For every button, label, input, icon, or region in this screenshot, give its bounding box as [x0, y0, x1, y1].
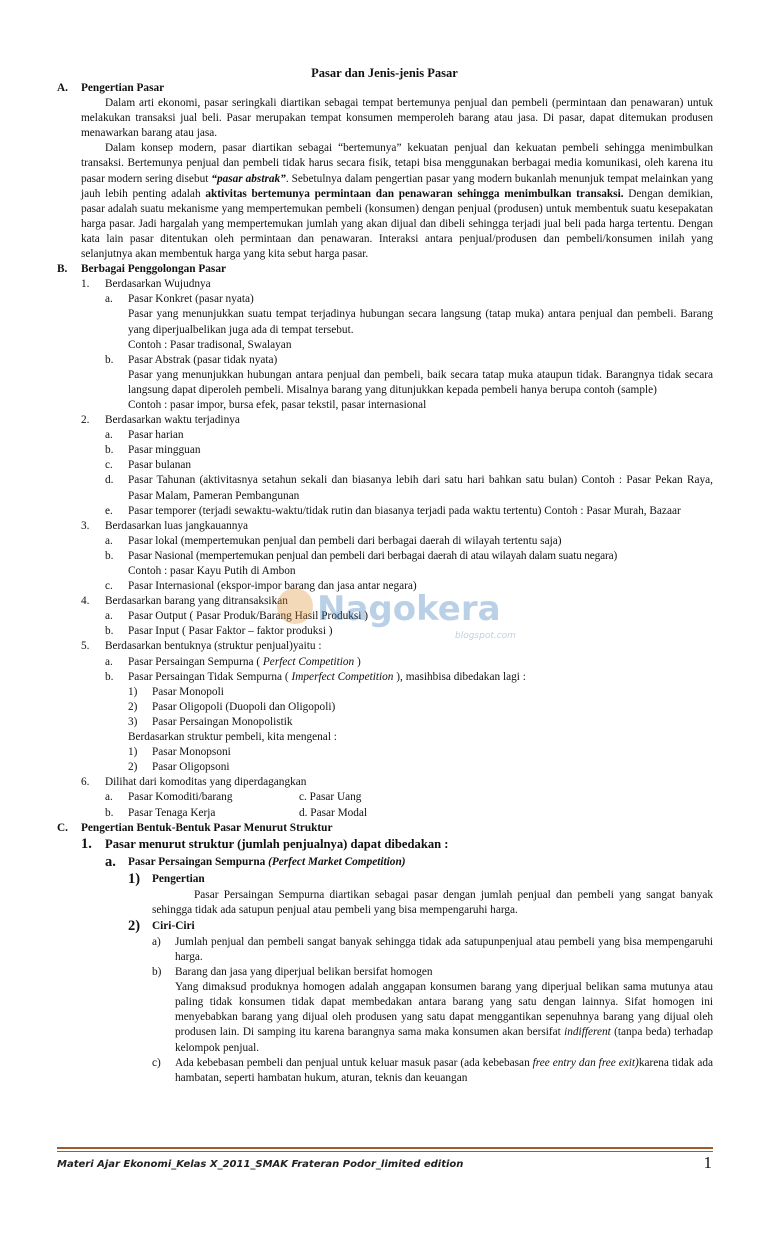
list-item: a. Pasar Konkret (pasar nyata) Pasar yang menunjukkan suatu tempat terjadinya hubungan secara langsung (tatap muka) antara penjual dan pembeli. Barang yang diperjualbelikan juga ada di tempat tersebut. Contoh : Pasar tradisonal, Swalayan: [105, 293, 713, 351]
list-item: b) Barang dan jasa yang diperjual belikan bersifat homogen Yang dimaksud produknya homogen adalah anggapan konsumen barang yang diperjual belikan sama mutunya atau paling tidak konsumen tidak dapat membedakan antara barang yang satu dengan lainnya. Sifat homogen ini menyebabkan barang yang dijual oleh produsen yang satu dapat menggantikan sepenuhnya barang yang dijual oleh produsen lain. Di samping itu karena barangnya sama maka konsumen akan bersifat indifferent (tanpa beda) terhadap kelompok penjual.: [152, 966, 713, 1054]
watermark-subtext: blogspot.com: [455, 631, 516, 641]
list-item: c. Pasar bulanan: [105, 459, 192, 472]
list-item: b. Pasar Input ( Pasar Faktor – faktor produksi ): [105, 625, 333, 638]
list-item: b. Pasar mingguan: [105, 444, 201, 457]
list-item: c. Pasar Internasional (ekspor-impor barang dan jasa antar negara): [105, 580, 417, 593]
list-item: 3. Berdasarkan luas jangkauannya: [81, 519, 249, 532]
list-item: 1) Pasar Monopoli: [128, 685, 224, 698]
list-item: b. Pasar Persaingan Tidak Sempurna ( Imperfect Competition ), masihbisa dibedakan lagi :: [105, 670, 526, 683]
footer-rule: [57, 1147, 713, 1149]
list-item: 2) Ciri-Ciri: [128, 917, 195, 934]
footer-text: Materi Ajar Ekonomi_Kelas X_2011_SMAK Frateran Podor_limited edition: [57, 1159, 464, 1170]
list-item: c) Ada kebebasan pembeli dan penjual untuk keluar masuk pasar (ada kebebasan free entry dan free exit)karena tidak ada hambatan, seperti hambatan hukum, aturan, teknis dan keuangan: [152, 1056, 714, 1084]
list-item: a. Pasar Persaingan Sempurna ( Perfect Competition ): [105, 655, 361, 668]
section-a-paragraph-1: Dalam arti ekonomi, pasar seringkali diartikan sebagai tempat bertemunya penjual dan pembeli (permintaan dan penawaran) untuk melakukan transaksi jual beli. Pasar merupakan tempat konsumen memperoleh barang atau jasa. Di pasar, dapat ditemukan produsen menawarkan barang atau jasa.: [81, 97, 713, 140]
list-item: 1. Berdasarkan Wujudnya: [81, 278, 211, 291]
list-item: a. Pasar harian: [105, 429, 184, 442]
section-a-heading: A. Pengertian Pasar: [57, 82, 165, 94]
list-item: d. Pasar Tahunan (aktivitasnya setahun sekali dan biasanya lebih dari satu hari bahkan satu bulan) Contoh : Pasar Pekan Raya, Pasar Malam, Pameran Pembangunan: [105, 474, 713, 502]
page-number: 1: [703, 1153, 712, 1172]
list-item: b. Pasar Nasional (mempertemukan penjual dan pembeli dari berbagai daerah di atau wilayah dalam suatu negara) Contoh : pasar Kayu Putih di Ambon: [105, 549, 618, 577]
list-item: 1. Pasar menurut struktur (jumlah penjualnya) dapat dibedakan :: [81, 835, 449, 852]
section-c-heading: C. Pengertian Bentuk-Bentuk Pasar Menurut Struktur: [57, 821, 333, 834]
watermark-logo: [255, 578, 545, 648]
list-item: e. Pasar temporer (terjadi sewaktu-waktu/tidak rutin dan biasanya terjadi pada waktu tertentu) Contoh : Pasar Murah, Bazaar: [105, 504, 681, 517]
list-item: 4. Berdasarkan barang yang ditransaksikan: [81, 595, 288, 608]
list-item: 2. Berdasarkan waktu terjadinya: [81, 414, 240, 427]
watermark-text: Nagokera: [317, 589, 501, 629]
list-item: 6. Dilihat dari komoditas yang diperdagangkan: [81, 776, 307, 789]
list-item: b. Pasar Abstrak (pasar tidak nyata) Pasar yang menunjukkan hubungan antara penjual dan pembeli, baik secara tatap muka ataupun tidak. Barangnya tidak secara langsung dapat diperoleh pembeli. Misalnya barang yang ditunjukkan kepada pembeli hanya berupa contoh (sample) Contoh : pasar impor, bursa efek, pasar tekstil, pasar internasional: [105, 353, 713, 411]
list-item: a. Pasar lokal (mempertemukan penjual dan pembeli dari berbagai daerah di wilayah tertentu saja): [105, 534, 562, 547]
section-a-paragraph-2: Dalam konsep modern, pasar diartikan sebagai “bertemunya” kekuatan penjual dan kekuatan pembeli sehingga menimbulkan transaksi. Bertemunya penjual dan pembeli tidak harus secara fisik, tetapi bisa menggunakan berbagai media komunikasi, oleh karena itu pasar modern sering disebut “pasar abstrak”. Sebetulnya dalam pengertian pasar yang modern bukanlah menunjuk tempat melainkan yang jauh lebih penting adalah aktivitas bertemunya permintaan dan penawaran sehingga menimbulkan transaksi. Dengan demikian, pasar adalah suatu mekanisme yang mempertemukan pembeli (konsumen) dengan penjual (produsen) untuk membentuk suatu kesepakatan harga pasar. Jadi hargalah yang mempertemukan jumlah yang akan dijual dan dibeli sehingga terjadi jual beli pada harga tertentu. Dengan kata lain pasar ditentukan oleh permintaan dan penawaran. Interaksi antara penjual/produsen dan pembeli/konsumen inilah yang selanjutnya akan membentuk harga yang kita sebut harga pasar.: [81, 142, 713, 261]
document-title: Pasar dan Jenis-jenis Pasar: [311, 66, 458, 80]
list-item: 1) Pengertian: [128, 870, 205, 887]
definition-paragraph: Pasar Persaingan Sempurna diartikan sebagai pasar dengan jumlah penjual dan pembeli yang sangat banyak sehingga tidak ada satupun penjual atau pembeli yang bisa mempengaruhi harga.: [152, 888, 713, 916]
section-b-heading: B. Berbagai Penggolongan Pasar: [57, 263, 226, 276]
list-item: a. Pasar Output ( Pasar Produk/Barang Hasil Produksi ): [105, 610, 369, 623]
list-item: a) Jumlah penjual dan pembeli sangat banyak sehingga tidak ada satupunpenjual atau pembeli yang bisa mempengaruhi harga.: [152, 935, 713, 963]
list-item: 3) Pasar Persaingan Monopolistik: [128, 715, 293, 728]
buyer-structure-note: Berdasarkan struktur pembeli, kita mengenal :: [128, 731, 337, 744]
list-item: a. Pasar Komoditi/barang c. Pasar Uang: [105, 791, 362, 804]
list-item: 2) Pasar Oligopsoni: [128, 761, 230, 774]
list-item: 1) Pasar Monopsoni: [128, 746, 231, 759]
footer-rule-thin: [57, 1151, 713, 1152]
list-item: 5. Berdasarkan bentuknya (struktur penjual)yaitu :: [81, 640, 322, 653]
list-item: a. Pasar Persaingan Sempurna (Perfect Market Competition): [105, 853, 406, 870]
list-item: b. Pasar Tenaga Kerja d. Pasar Modal: [105, 806, 368, 819]
list-item: 2) Pasar Oligopoli (Duopoli dan Oligopoli): [128, 700, 336, 713]
